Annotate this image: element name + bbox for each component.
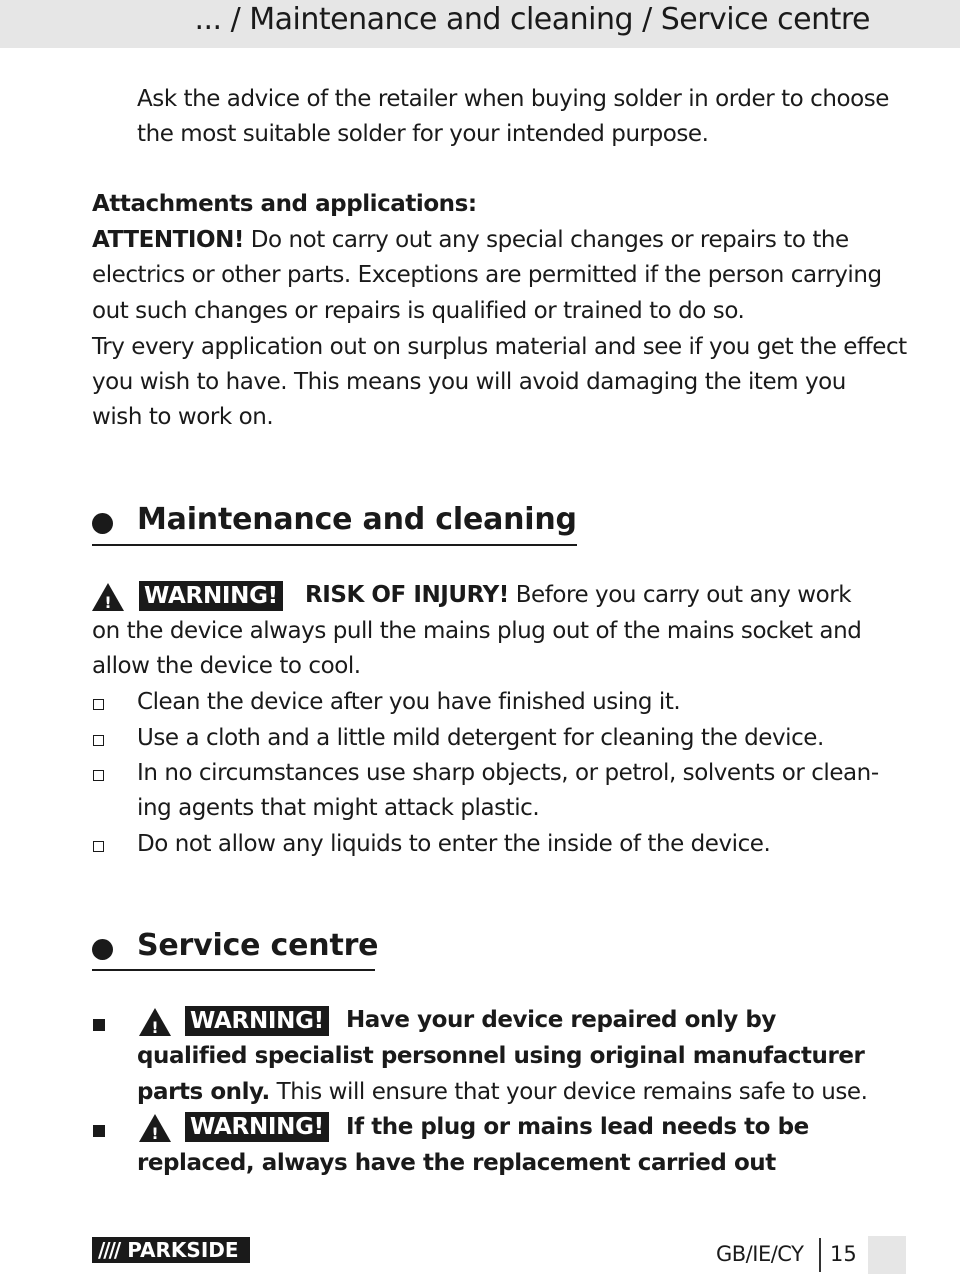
list-item: Clean the device after you have finished using it. bbox=[137, 689, 681, 715]
attachments-line-4: you wish to have. This means you will avoid damaging the item you bbox=[92, 369, 846, 395]
list-item: Do not allow any liquids to enter the inside of the device. bbox=[137, 831, 771, 857]
list-item: In no circumstances use sharp objects, or petrol, solvents or clean- bbox=[137, 760, 879, 786]
service-item-1-line-3 bbox=[137, 1075, 867, 1111]
page-header bbox=[0, 0, 960, 48]
list-item: Use a cloth and a little mild detergent for cleaning the device. bbox=[137, 725, 824, 751]
warning-exclamation-icon: ! bbox=[151, 1018, 159, 1037]
square-bullet-icon bbox=[93, 1125, 105, 1137]
warning-text: Before you carry out any work bbox=[508, 582, 852, 608]
service-item-1-line-1: Have your device repaired only by bbox=[346, 1007, 776, 1033]
footer-divider bbox=[819, 1238, 821, 1272]
checkbox-bullet-icon bbox=[93, 735, 104, 746]
warning-exclamation-icon: ! bbox=[151, 1124, 159, 1143]
service-item-2-line-2: replaced, always have the replacement carried out bbox=[137, 1150, 776, 1176]
service-heading: Service centre bbox=[137, 928, 379, 963]
page-number: 15 bbox=[830, 1242, 857, 1266]
intro-line-1: Ask the advice of the retailer when buying solder in order to choose bbox=[137, 86, 889, 112]
attachments-line-2: out such changes or repairs is qualified or trained to do so. bbox=[92, 298, 745, 324]
checkbox-bullet-icon bbox=[93, 699, 104, 710]
warning-badge: WARNING! bbox=[185, 1112, 329, 1142]
warning-exclamation-icon: ! bbox=[104, 593, 112, 612]
square-bullet-icon bbox=[93, 1019, 105, 1031]
warning-line-2: on the device always pull the mains plug out of the mains socket and bbox=[92, 618, 862, 644]
warning-line bbox=[305, 578, 851, 614]
section-bullet-icon bbox=[92, 939, 113, 960]
attachments-heading: Attachments and applications: bbox=[92, 191, 477, 217]
service-heading-rule bbox=[92, 969, 375, 971]
maintenance-heading: Maintenance and cleaning bbox=[137, 502, 577, 537]
intro-line-2: the most suitable solder for your intended purpose. bbox=[137, 121, 709, 147]
risk-of-injury: RISK OF INJURY! bbox=[305, 582, 509, 608]
warning-badge: WARNING! bbox=[139, 581, 283, 611]
section-bullet-icon bbox=[92, 513, 113, 534]
attention-text: Do not carry out any special changes or repairs to the bbox=[243, 227, 849, 253]
warning-badge: WARNING! bbox=[185, 1006, 329, 1036]
attention-line bbox=[92, 223, 849, 259]
service-item-2-line-1: If the plug or mains lead needs to be bbox=[346, 1114, 809, 1140]
footer-region: GB/IE/CY bbox=[716, 1242, 804, 1266]
warning-line-3: allow the device to cool. bbox=[92, 653, 361, 679]
service-item-1-line-2: qualified specialist personnel using original manufacturer bbox=[137, 1043, 865, 1069]
checkbox-bullet-icon bbox=[93, 770, 104, 781]
checkbox-bullet-icon bbox=[93, 841, 104, 852]
footer-tab bbox=[868, 1236, 906, 1274]
list-item-continuation: ing agents that might attack plastic. bbox=[137, 795, 540, 821]
logo-text: PARKSIDE bbox=[127, 1238, 239, 1262]
service-item-1-bold: parts only. bbox=[137, 1079, 270, 1105]
header-title: ... / Maintenance and cleaning / Service centre bbox=[194, 2, 870, 37]
attachments-line-5: wish to work on. bbox=[92, 404, 274, 430]
service-item-1-rest: This will ensure that your device remains safe to use. bbox=[269, 1079, 868, 1105]
attachments-line-1: electrics or other parts. Exceptions are permitted if the person carrying bbox=[92, 262, 882, 288]
parkside-logo: //// PARKSIDE bbox=[92, 1237, 250, 1263]
attention-label: ATTENTION! bbox=[92, 227, 244, 253]
attachments-line-3: Try every application out on surplus material and see if you get the effect bbox=[92, 334, 907, 360]
maintenance-heading-rule bbox=[92, 544, 577, 546]
